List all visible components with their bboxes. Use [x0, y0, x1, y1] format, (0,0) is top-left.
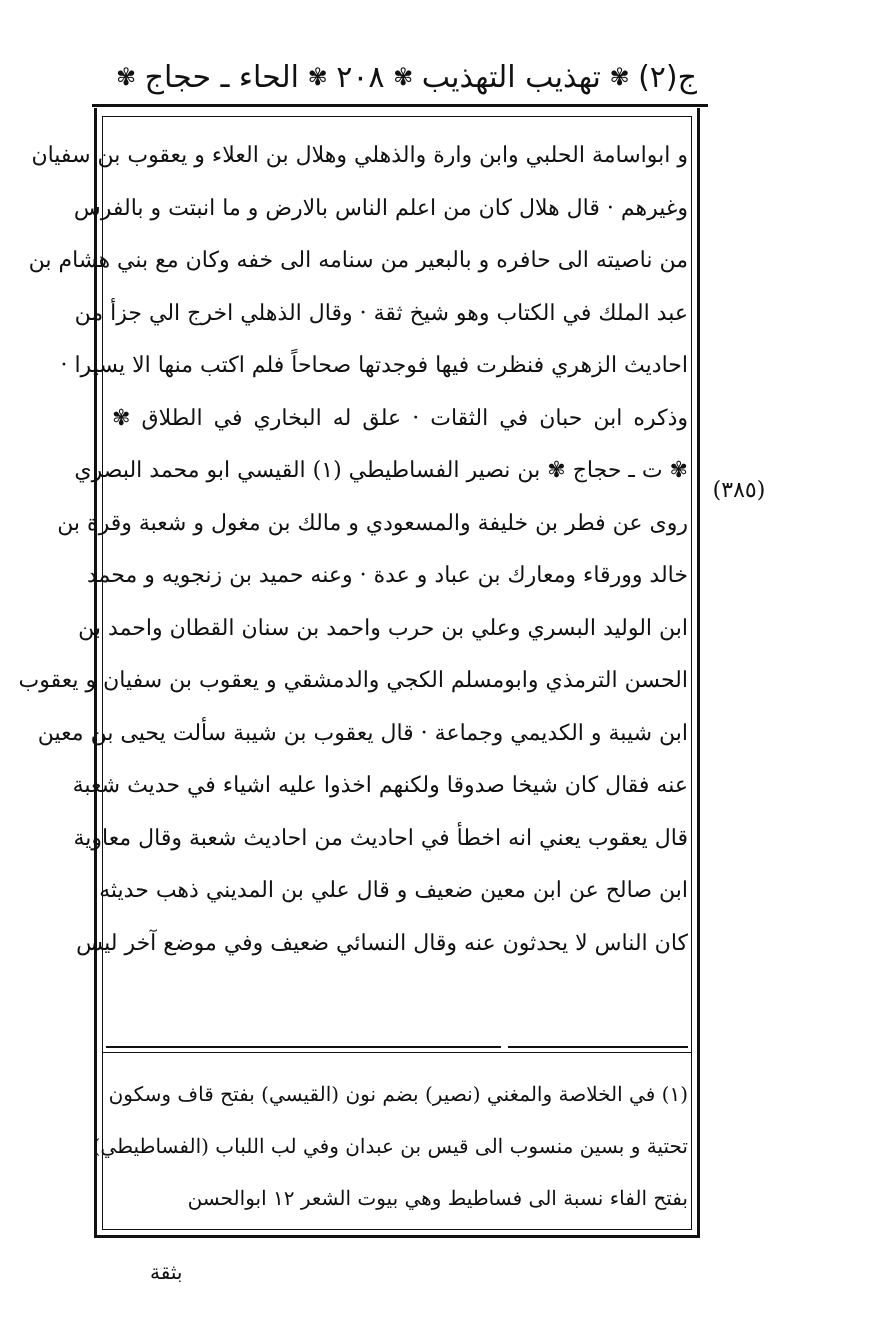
header-section: الحاء ـ حجاج — [144, 59, 300, 95]
header-rule — [92, 104, 708, 107]
text-line: احاديث الزهري فنظرت فيها فوجدتها صحاحاً فلم اكتب منها الا يسيرا · — [60, 353, 688, 378]
text-line: ابن صالح عن ابن معين ضعيف و قال علي بن المديني ذهب حديثه — [99, 878, 688, 903]
text-line: من ناصيته الى حافره و بالبعير من سنامه الى خفه وكان مع بني هشام بن — [28, 248, 688, 273]
footnote-separator-left — [106, 1046, 501, 1048]
footnote-line: بفتح الفاء نسبة الى فساطيط وهي بيوت الشعر ١٢ ابوالحسن — [187, 1186, 688, 1210]
text-line: وذكره ابن حبان في الثقات · علق له البخاري في الطلاق ✾ — [112, 405, 688, 431]
header-volume: ج(٢) — [638, 59, 697, 95]
ornament-icon: ✾ — [393, 63, 414, 91]
header-title: تهذيب التهذيب — [421, 59, 601, 95]
catchword: بثقة — [150, 1260, 183, 1284]
ornament-icon: ✾ — [307, 63, 328, 91]
text-line: خالد وورقاء ومعارك بن عباد و عدة · وعنه حميد بن زنجويه و محمد — [86, 563, 688, 588]
running-header — [112, 52, 697, 102]
footnote-line: (١) في الخلاصة والمغني (نصير) بضم نون (القيسي) بفتح قاف وسكون — [108, 1082, 688, 1106]
text-line: ابن الوليد البسري وعلي بن حرب واحمد بن سنان القطان واحمد بن — [78, 615, 688, 641]
header-page-number: ٢٠٨ — [336, 59, 385, 95]
footnote-separator — [102, 1052, 692, 1053]
ornament-icon: ✾ — [609, 63, 630, 91]
entry-number: (٣٨٥) — [712, 478, 766, 503]
footnote-separator-right — [508, 1046, 688, 1048]
main-text — [18, 130, 688, 970]
text-line: كان الناس لا يحدثون عنه وقال النسائي ضعيف وفي موضع آخر ليس — [76, 930, 688, 956]
entry-heading-line: ✾ ت ـ حجاج ✾ بن نصير الفساطيطي (١) القيسي ابو محمد البصري — [74, 458, 688, 483]
text-line: ابن شيبة و الكديمي وجماعة · قال يعقوب بن شيبة سألت يحيى بن معين — [37, 720, 688, 746]
footnote — [92, 1068, 688, 1224]
text-line: وغيرهم · قال هلال كان من اعلم الناس بالارض و ما انبتت و بالفرس — [73, 195, 688, 221]
text-line: عنه فقال كان شيخا صدوقا ولكنهم اخذوا عليه اشياء في حديث شعبة — [72, 773, 688, 798]
footnote-line: تحتية و بسين منسوب الى قيس بن عبدان وفي لب اللباب (الفساطيطي) — [92, 1134, 688, 1158]
ornament-icon: ✾ — [116, 63, 137, 91]
text-line: قال يعقوب يعني انه اخطأ في احاديث من احاديث شعبة وقال معاوية — [73, 825, 688, 851]
text-line: روى عن فطر بن خليفة والمسعودي و مالك بن مغول و شعبة وقرة بن — [57, 510, 688, 536]
text-line: و ابواسامة الحلبي وابن وارة والذهلي وهلال بن العلاء و يعقوب بن سفيان — [31, 143, 688, 168]
text-line: عبد الملك في الكتاب وهو شيخ ثقة · وقال الذهلي اخرج الي جزأ من — [74, 300, 688, 326]
text-line: الحسن الترمذي وابومسلم الكجي والدمشقي و يعقوب بن سفيان و يعقوب — [18, 668, 688, 693]
